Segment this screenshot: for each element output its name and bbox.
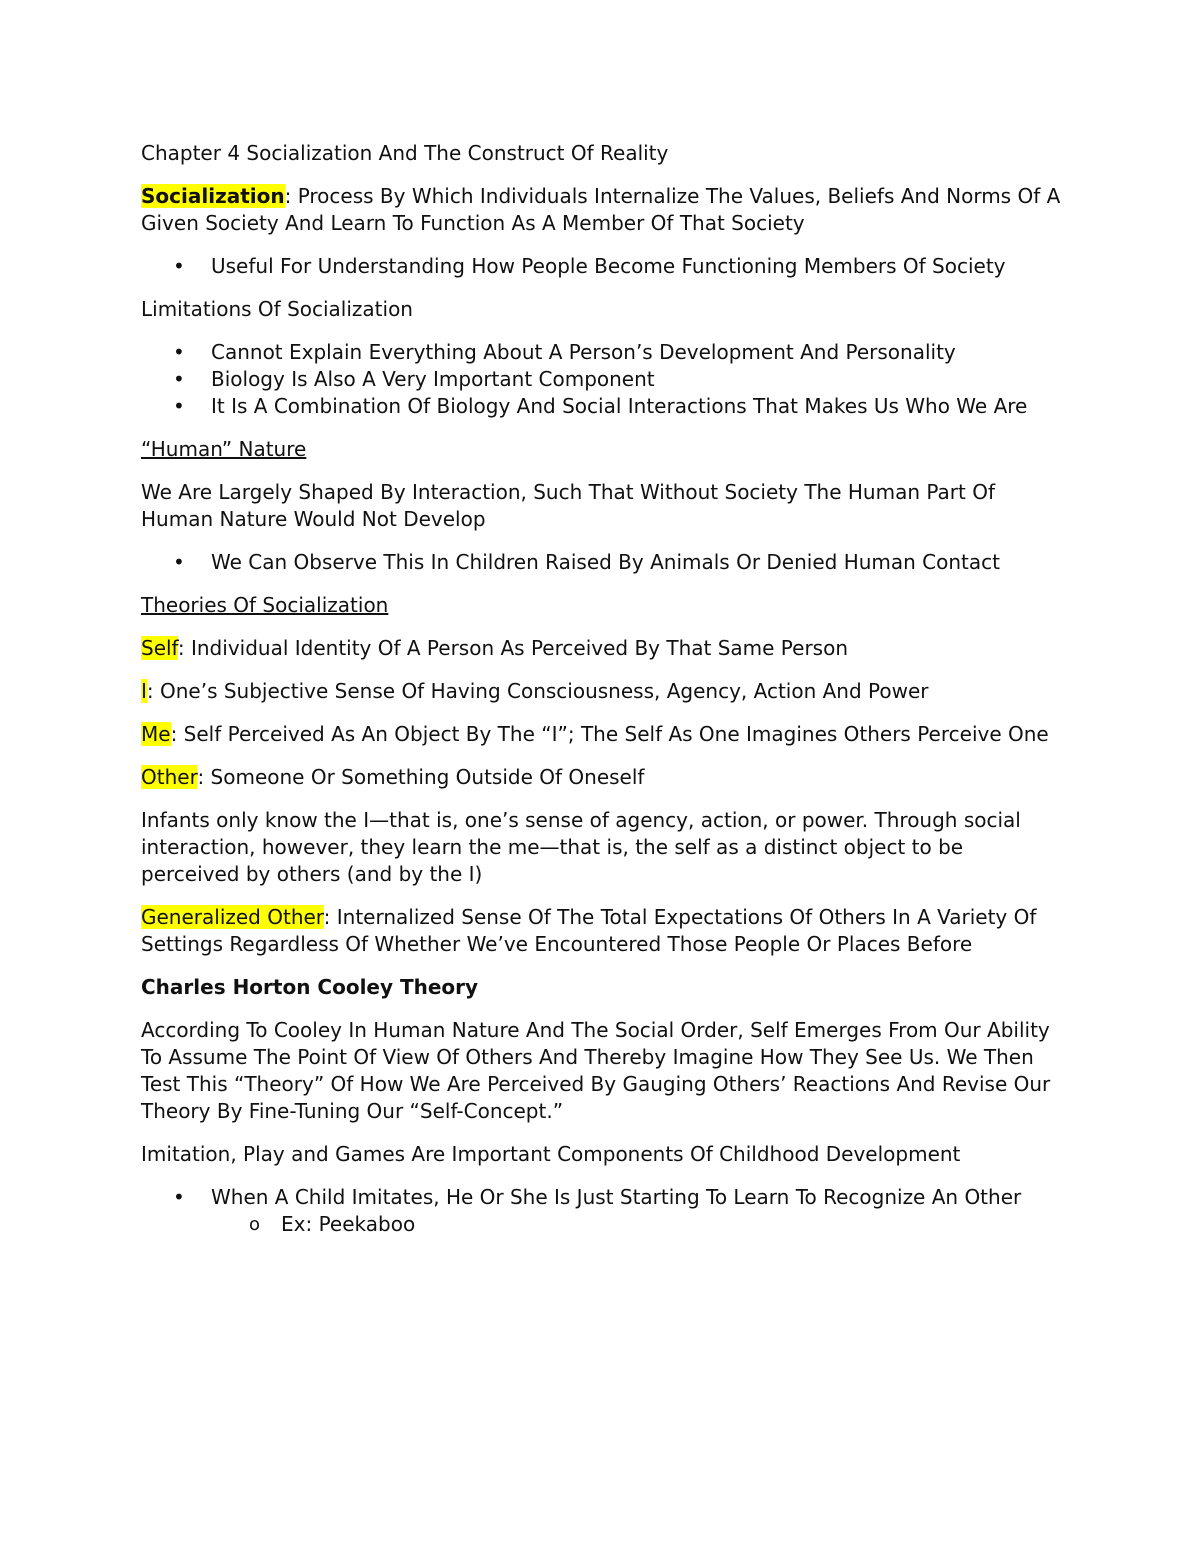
human-nature-text: We Are Largely Shaped By Interaction, Such That Without Society The Human Part Of Human Nature Would Not Develop (141, 480, 995, 531)
list-item (141, 366, 1061, 393)
document-body (141, 140, 1061, 1254)
imitation-text: Imitation, Play and Games Are Important Components Of Childhood Development (141, 1142, 961, 1166)
i-term: I (141, 679, 147, 703)
generalized-other-term: Generalized Other (141, 905, 324, 929)
limitations-list (141, 339, 1061, 420)
list-item-text: When A Child Imitates, He Or She Is Just Starting To Learn To Recognize An Other (211, 1185, 1022, 1209)
generalized-other-text: : Internalized Sense Of The Total Expectations Of Others In A Variety Of Settings Regardless Of Whether We’ve Encountered Those People Or Places Before (141, 905, 1037, 956)
socialization-term: Socialization (141, 184, 285, 208)
cooley-text: According To Cooley In Human Nature And The Social Order, Self Emerges From Our Ability To Assume The Point Of View Of Others And Thereby Imagine How They See Us. We Then Test This “Theory” Of How We Are Perceived By Gauging Others’ Reactions And Revise Our Theory By Fine-Tuning Our “Self-Concept.” (141, 1018, 1051, 1123)
socialization-definition (141, 183, 1061, 237)
list-item-text: We Can Observe This In Children Raised By Animals Or Denied Human Contact (211, 550, 1000, 574)
other-definition (141, 764, 1061, 791)
i-text: : One’s Subjective Sense Of Having Consciousness, Agency, Action And Power (146, 679, 929, 703)
sub-list-item-text: Ex: Peekaboo (281, 1212, 416, 1236)
sub-bullet-icon: o (249, 1214, 261, 1235)
list-item-text: Cannot Explain Everything About A Person’s Development And Personality (211, 340, 956, 364)
list-item (141, 1184, 1061, 1238)
self-definition (141, 635, 1061, 662)
bullet-icon: • (173, 1185, 185, 1209)
human-nature-heading: “Human” Nature (141, 437, 307, 461)
bullet-icon: • (173, 550, 185, 574)
bullet-icon: • (173, 254, 185, 278)
limitations-heading: Limitations Of Socialization (141, 297, 413, 321)
socialization-list (141, 253, 1061, 280)
bullet-icon: • (173, 367, 185, 391)
cooley-list (141, 1184, 1061, 1238)
theories-heading: Theories Of Socialization (141, 593, 389, 617)
human-nature-list (141, 549, 1061, 576)
list-item-text: Useful For Understanding How People Become Functioning Members Of Society (211, 254, 1006, 278)
infants-paragraph: Infants only know the I—that is, one’s sense of agency, action, or power. Through social interaction, however, they learn the me—that is, the self as a distinct object to be perceived by others (and by the I) (141, 808, 1021, 886)
list-item (141, 549, 1061, 576)
self-term: Self (141, 636, 178, 660)
list-item (141, 393, 1061, 420)
me-definition (141, 721, 1061, 748)
i-definition (141, 678, 1061, 705)
generalized-other-definition (141, 904, 1061, 958)
list-item (141, 253, 1061, 280)
document-title: Chapter 4 Socialization And The Construct Of Reality (141, 141, 669, 165)
list-item (141, 339, 1061, 366)
me-term: Me (141, 722, 171, 746)
socialization-text: : Process By Which Individuals Internalize The Values, Beliefs And Norms Of A Given Society And Learn To Function As A Member Of That Society (141, 184, 1061, 235)
me-text: : Self Perceived As An Object By The “I”; The Self As One Imagines Others Perceive One (170, 722, 1049, 746)
cooley-sub-list (211, 1211, 1061, 1238)
bullet-icon: • (173, 340, 185, 364)
self-text: : Individual Identity Of A Person As Perceived By That Same Person (177, 636, 849, 660)
list-item-text: It Is A Combination Of Biology And Social Interactions That Makes Us Who We Are (211, 394, 1028, 418)
other-text: : Someone Or Something Outside Of Oneself (197, 765, 645, 789)
other-term: Other (141, 765, 198, 789)
bullet-icon: • (173, 394, 185, 418)
list-item-text: Biology Is Also A Very Important Component (211, 367, 655, 391)
cooley-heading: Charles Horton Cooley Theory (141, 975, 479, 999)
sub-list-item (211, 1211, 1061, 1238)
